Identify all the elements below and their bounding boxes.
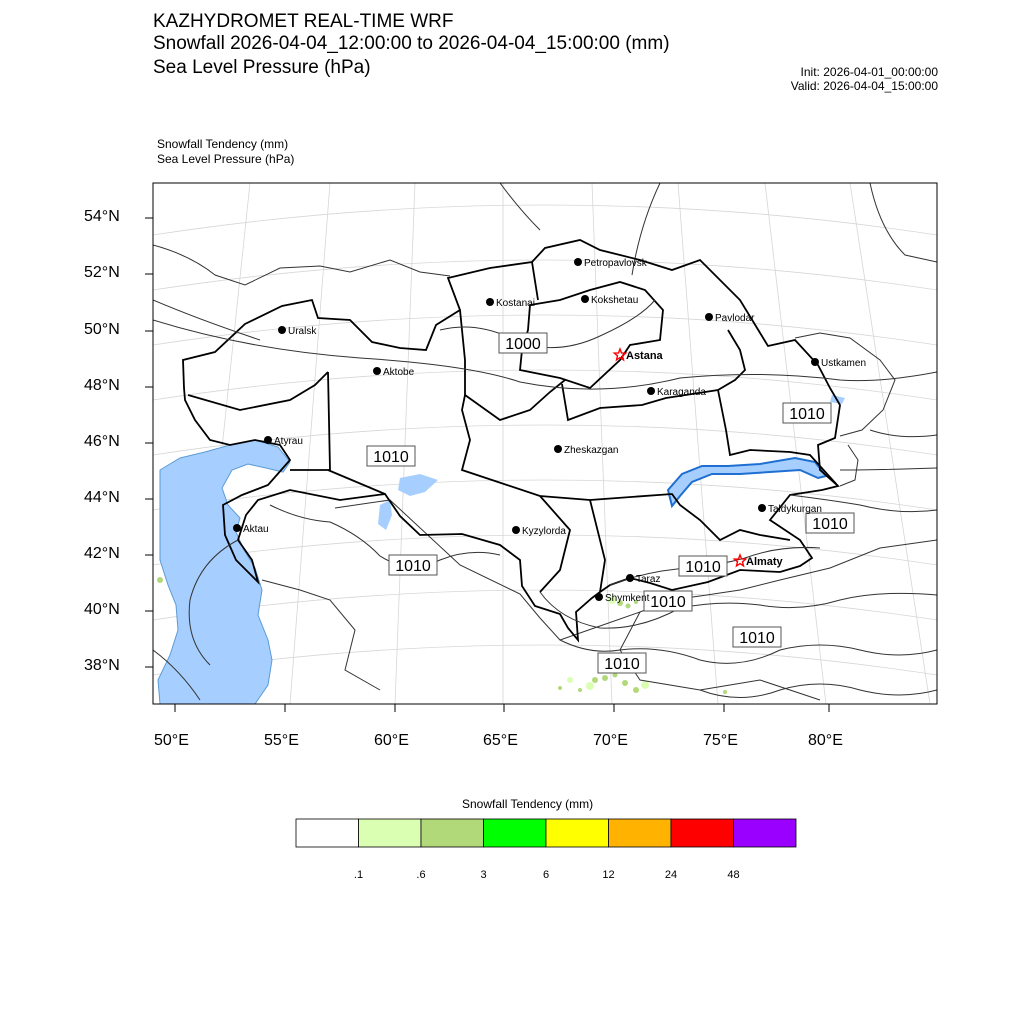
- title-line-3: Sea Level Pressure (hPa): [153, 57, 371, 78]
- colorbar-label: 12: [602, 869, 615, 881]
- city-label: Kokshetau: [591, 295, 639, 306]
- city-label: Almaty: [746, 556, 783, 568]
- city-label: Shymkent: [605, 593, 650, 604]
- colorbar-swatch: [671, 819, 734, 847]
- lat-label: 52°N: [84, 264, 120, 281]
- lon-label: 80°E: [808, 732, 843, 749]
- colorbar-swatch: [296, 819, 359, 847]
- colorbar-label: .1: [353, 869, 364, 881]
- contour-label: 1010: [739, 630, 775, 647]
- title-line-1: KAZHYDROMET REAL-TIME WRF: [153, 11, 454, 32]
- lat-label: 50°N: [84, 321, 120, 338]
- contour-label: 1010: [373, 449, 409, 466]
- city-label: Atyrau: [274, 436, 303, 447]
- init-time: Init: 2026-04-01_00:00:00: [800, 65, 938, 79]
- lat-label: 38°N: [84, 657, 120, 674]
- city-label: Astana: [626, 350, 663, 362]
- colorbar-label: 24: [664, 869, 678, 881]
- colorbar-swatch: [359, 819, 422, 847]
- city-label: Karaganda: [657, 387, 706, 398]
- city-label: Taldykurgan: [768, 504, 822, 515]
- lon-label: 65°E: [483, 732, 518, 749]
- lon-label: 70°E: [593, 732, 628, 749]
- contour-label: 1010: [395, 558, 431, 575]
- contour-label: 1010: [650, 594, 686, 611]
- lat-label: 40°N: [84, 601, 120, 618]
- field-label-snow: Snowfall Tendency (mm): [157, 137, 289, 151]
- colorbar-swatch: [734, 819, 797, 847]
- field-label-slp: Sea Level Pressure (hPa): [157, 152, 295, 166]
- valid-time: Valid: 2026-04-04_15:00:00: [790, 79, 938, 93]
- legend-title: Snowfall Tendency (mm): [462, 797, 594, 811]
- lon-label: 50°E: [154, 732, 189, 749]
- colorbar-swatch: [609, 819, 672, 847]
- lat-label: 42°N: [84, 545, 120, 562]
- lon-label: 75°E: [703, 732, 738, 749]
- contour-label: 1010: [685, 559, 721, 576]
- title-line-2: Snowfall 2026-04-04_12:00:00 to 2026-04-04_15:00:00 (mm): [153, 33, 670, 54]
- contour-label: 1010: [789, 406, 825, 423]
- colorbar-swatch: [484, 819, 547, 847]
- city-label: Aktobe: [383, 367, 415, 378]
- city-label: Kostanai: [496, 298, 535, 309]
- lat-label: 46°N: [84, 433, 120, 450]
- contour-label: 1010: [604, 656, 640, 673]
- contour-label: 1010: [812, 516, 848, 533]
- contour-label: 1000: [505, 336, 541, 353]
- city-label: Ustkamen: [821, 358, 867, 369]
- city-label: Taraz: [636, 574, 661, 585]
- lat-label: 54°N: [84, 208, 120, 225]
- colorbar-label: .6: [416, 869, 426, 881]
- city-label: Zheskazgan: [564, 445, 619, 456]
- city-label: Pavlodar: [715, 313, 755, 324]
- lon-label: 55°E: [264, 732, 299, 749]
- lat-label: 44°N: [84, 489, 120, 506]
- lat-label: 48°N: [84, 377, 120, 394]
- city-label: Aktau: [243, 524, 269, 535]
- colorbar-swatch: [546, 819, 609, 847]
- city-label: Uralsk: [288, 326, 317, 337]
- colorbar-boxes: [296, 819, 796, 847]
- lon-label: 60°E: [374, 732, 409, 749]
- colorbar-label: 48: [727, 869, 740, 881]
- colorbar-label: 3: [480, 869, 487, 881]
- city-label: Kyzylorda: [522, 526, 566, 537]
- colorbar-swatch: [421, 819, 484, 847]
- city-label: Petropavlovsk: [584, 258, 647, 269]
- colorbar-label: 6: [542, 869, 550, 881]
- colorbar-labels: [354, 869, 740, 881]
